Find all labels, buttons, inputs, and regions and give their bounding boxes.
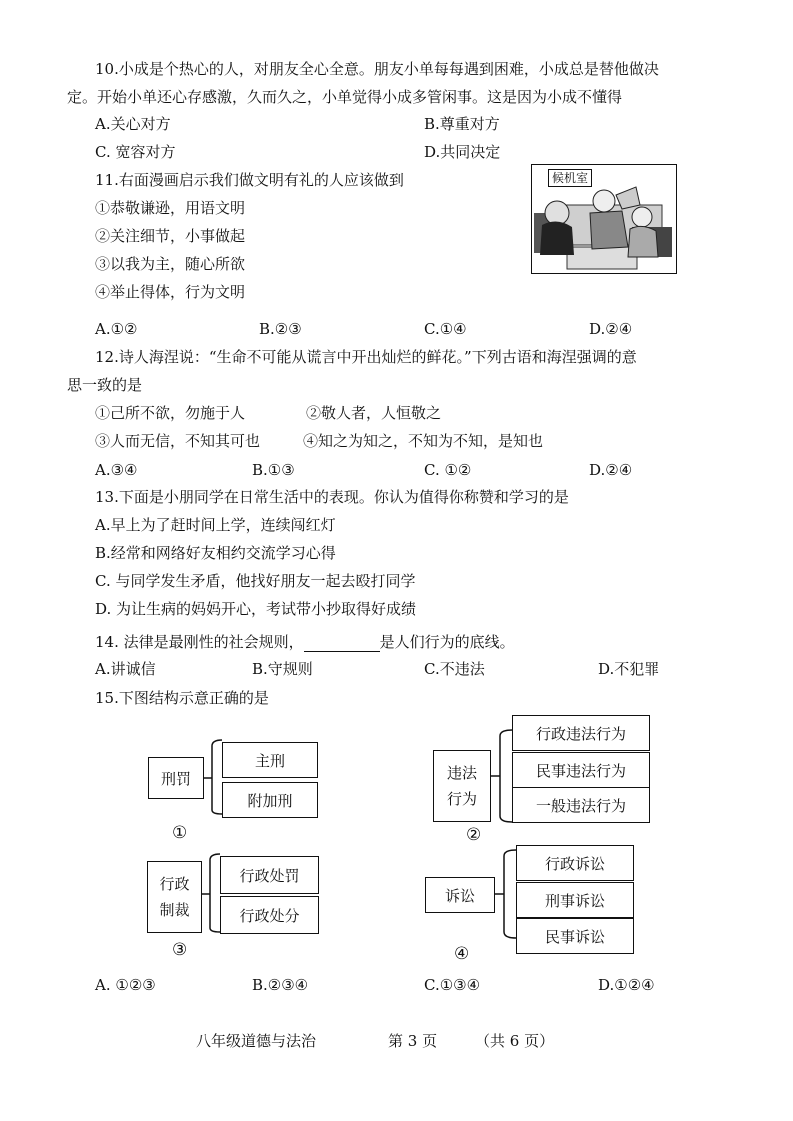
d3-root-line1: 行政 <box>159 875 190 893</box>
q10-option-d: D.共同决定 <box>424 143 501 161</box>
q13-option-d: D. 为让生病的妈妈开心，考试带小抄取得好成绩 <box>95 600 417 618</box>
d2-root-box <box>433 750 491 822</box>
q15-option-d: D.①②④ <box>598 976 655 994</box>
q13-stem: 13.下面是小朋同学在日常生活中的表现。你认为值得你称赞和学习的是 <box>95 488 569 506</box>
q13-option-b: B.经常和网络好友相约交流学习心得 <box>95 544 336 562</box>
cartoon-sign: 候机室 <box>548 169 592 187</box>
q11-item-4: ④举止得体，行为文明 <box>95 283 246 301</box>
q12-item-3: ③人而无信，不知其可也 <box>95 432 261 450</box>
d4-root-box: 诉讼 <box>425 877 495 913</box>
q15-option-a: A. ①②③ <box>95 976 156 994</box>
footer-page: 第 3 页 <box>388 1032 438 1050</box>
q15-stem: 15.下图结构示意正确的是 <box>95 689 269 707</box>
q14-option-c: C.不违法 <box>424 660 485 678</box>
q11-option-a: A.①② <box>95 320 138 338</box>
q12-item-2: ②敬人者，人恒敬之 <box>306 404 442 422</box>
q12-option-a: A.③④ <box>95 461 138 479</box>
q15-option-c: C.①③④ <box>424 976 481 994</box>
q11-stem: 11.右面漫画启示我们做文明有礼的人应该做到 <box>95 171 404 189</box>
q11-option-b: B.②③ <box>259 320 302 338</box>
d2-label: ② <box>466 825 482 845</box>
q13-option-c: C. 与同学发生矛盾，他找好朋友一起去殴打同学 <box>95 572 416 590</box>
d3-label: ③ <box>172 940 188 960</box>
q14-option-a: A.讲诚信 <box>95 660 156 678</box>
q11-option-c: C.①④ <box>424 320 467 338</box>
d4-label: ④ <box>454 944 470 964</box>
q12-option-c: C. ①② <box>424 461 472 479</box>
d2-child-2: 民事违法行为 <box>512 752 650 788</box>
q14-option-d: D.不犯罪 <box>598 660 660 678</box>
d4-child-1: 行政诉讼 <box>516 845 634 881</box>
q14-answer-blank <box>304 635 380 652</box>
q15-option-b: B.②③④ <box>252 976 309 994</box>
d3-child-1: 行政处罚 <box>220 856 319 894</box>
q11-item-2: ②关注细节，小事做起 <box>95 227 246 245</box>
q13-option-a: A.早上为了赶时间上学，连续闯红灯 <box>95 516 336 534</box>
d3-root-line2: 制裁 <box>159 901 190 919</box>
d2-child-3: 一般违法行为 <box>512 787 650 823</box>
q12-stem-line2: 思一致的是 <box>67 376 143 394</box>
q12-item-4: ④知之为知之，不知为不知，是知也 <box>303 432 544 450</box>
q11-item-1: ①恭敬谦逊，用语文明 <box>95 199 246 217</box>
d1-child-1: 主刑 <box>222 742 318 778</box>
d4-child-3: 民事诉讼 <box>516 918 634 954</box>
footer-subject: 八年级道德与法治 <box>196 1032 317 1050</box>
d1-label: ① <box>172 823 188 843</box>
d4-brace <box>495 848 517 940</box>
d1-root-box: 刑罚 <box>148 757 204 799</box>
q12-item-1: ①己所不欲，勿施于人 <box>95 404 246 422</box>
q10-option-c: C. 宽容对方 <box>95 143 176 161</box>
d2-brace <box>491 728 513 824</box>
waiting-room-cartoon <box>531 164 677 274</box>
q14-stem-before: 14. 法律是最刚性的社会规则， <box>95 633 304 651</box>
q10-stem-line1: 10.小成是个热心的人，对朋友全心全意。朋友小单每每遇到困难，小成总是替他做决 <box>95 60 659 78</box>
q12-option-d: D.②④ <box>589 461 633 479</box>
d3-child-2: 行政处分 <box>220 896 319 934</box>
q14-stem <box>95 632 515 652</box>
q10-option-a: A.关心对方 <box>95 115 171 133</box>
d2-child-1: 行政违法行为 <box>512 715 650 751</box>
d1-brace <box>204 738 224 816</box>
q10-stem-line2: 定。开始小单还心存感激，久而久之，小单觉得小成多管闲事。这是因为小成不懂得 <box>67 88 623 106</box>
d2-root-line2: 行为 <box>446 790 477 808</box>
q12-stem-line1: 12.诗人海涅说：“生命不可能从谎言中开出灿烂的鲜花。”下列古语和海涅强调的意 <box>95 348 637 366</box>
q11-item-3: ③以我为主，随心所欲 <box>95 255 246 273</box>
d1-child-2: 附加刑 <box>222 782 318 818</box>
q11-option-d: D.②④ <box>589 320 633 338</box>
d3-root-box <box>147 861 202 933</box>
q10-option-b: B.尊重对方 <box>424 115 500 133</box>
d2-root-line1: 违法 <box>446 764 477 782</box>
d4-child-2: 刑事诉讼 <box>516 882 634 918</box>
q14-option-b: B.守规则 <box>252 660 313 678</box>
footer-total: （共 6 页） <box>475 1032 555 1050</box>
q14-stem-after: 是人们行为的底线。 <box>379 633 515 651</box>
q12-option-b: B.①③ <box>252 461 295 479</box>
d3-brace <box>202 852 222 934</box>
